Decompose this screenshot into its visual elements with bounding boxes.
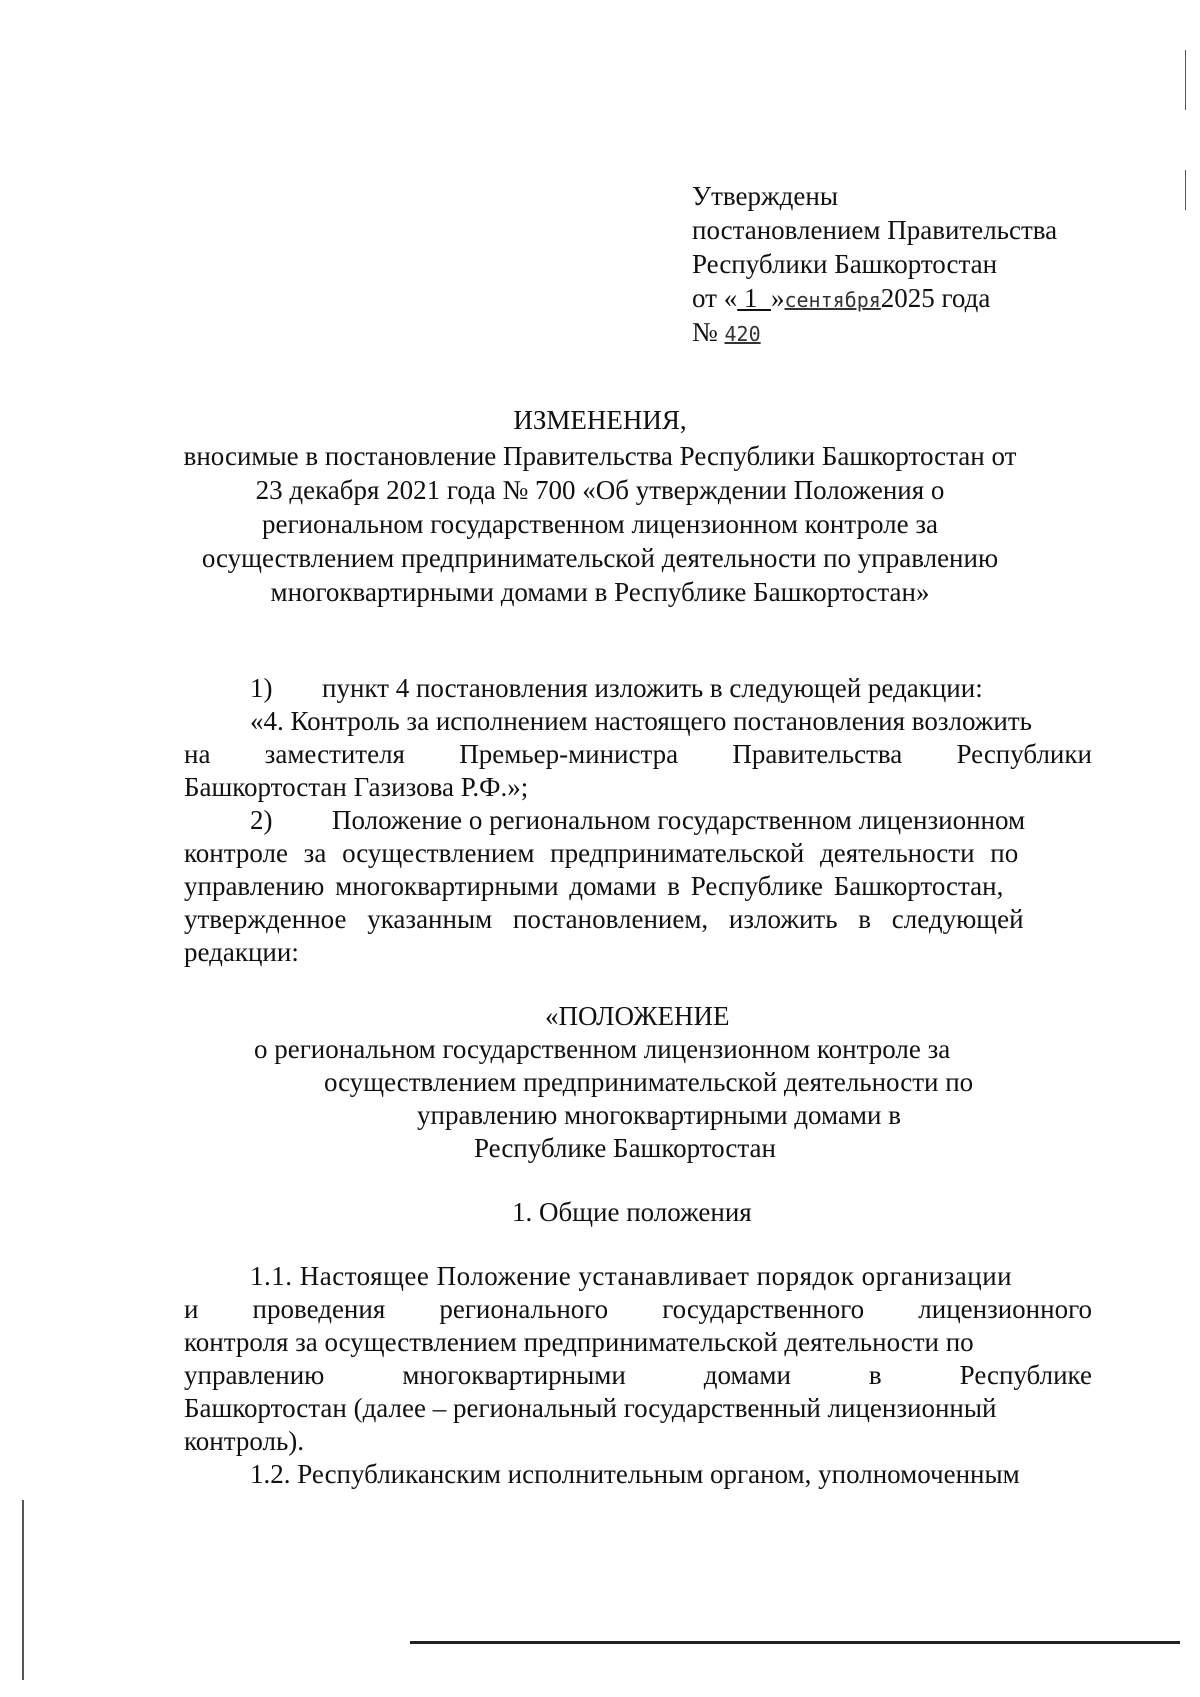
regulation-heading: «ПОЛОЖЕНИЕ [545,1001,730,1031]
item-2-number: 2) [250,805,273,835]
number-prefix: № [692,317,718,347]
approval-date-line [692,282,990,316]
decree-number: 420 [724,322,761,346]
approval-line-1: Утверждены [692,181,838,211]
approval-line-3: Республики Башкортостан [692,249,998,279]
paragraph-2-line-4: утвержденное указанным постановлением, изложить в следующей [184,904,1024,934]
regulation-title-line-4: Республике Башкортостан [474,1133,776,1163]
clause-1-1-line-4: управлению многоквартирными домами в Республике [184,1360,1092,1390]
date-day: 1 [743,283,758,313]
paragraph-1-line-2: на заместителя Премьер-министра Правительства Республики [184,739,1092,769]
clause-1-1-line-3: контроля за осуществлением предпринимательской деятельности по [184,1327,974,1357]
date-prefix: от « [692,283,738,313]
approval-number-line [692,316,761,350]
regulation-title-line-3: управлению многоквартирными домами в [417,1100,901,1130]
changes-heading: ИЗМЕНЕНИЯ, [513,405,687,435]
paragraph-1-line-1: «4. Контроль за исполнением настоящего постановления возложить [250,706,1032,736]
date-month: сентября [784,288,881,312]
date-year: 2025 года [880,283,991,313]
title-line-2: 23 декабря 2021 года № 700 «Об утверждении Положения о [255,475,945,505]
scan-edge-right-mid [1185,170,1186,210]
approval-line-2: постановлением Правительства [692,215,1058,245]
regulation-title-line-2: осуществлением предпринимательской деятельности по [324,1067,974,1097]
scan-edge-left-bottom [22,1500,24,1680]
clause-1-1-line-6: контроль). [184,1426,304,1456]
section-heading: 1. Общие положения [512,1197,752,1227]
clause-1-1-line-5: Башкортостан (далее – региональный государственный лицензионный [184,1393,997,1423]
paragraph-2-line-5: редакции: [184,937,299,967]
scan-edge-bottom [410,1641,1180,1644]
title-line-5: многоквартирными домами в Республике Башкортостан» [270,577,930,607]
paragraph-2-line-2: контроле за осуществлением предпринимательской деятельности по [184,838,1019,868]
item-1-text: пункт 4 постановления изложить в следующей редакции: [322,673,983,703]
scan-edge-right-top [1185,50,1186,110]
clause-1-2-line-1: 1.2. Республиканским исполнительным органом, уполномоченным [250,1459,1020,1489]
clause-1-1-line-1: 1.1. Настоящее Положение устанавливает порядок организации [250,1261,1013,1291]
item-1-number: 1) [250,673,273,703]
item-2-text: Положение о региональном государственном лицензионном [332,805,1026,835]
paragraph-2-line-3: управлению многоквартирными домами в Республике Башкортостан, [184,871,1004,901]
regulation-title-line-1: о региональном государственном лицензионном контроле за [254,1034,951,1064]
paragraph-1-line-3: Башкортостан Газизова Р.Ф.»; [184,772,529,802]
title-line-1: вносимые в постановление Правительства Республики Башкортостан от [183,441,1017,471]
clause-1-1-line-2: и проведения регионального государственного лицензионного [184,1294,1092,1324]
title-line-4: осуществлением предпринимательской деятельности по управлению [201,543,999,573]
date-close: » [770,283,785,313]
title-line-3: региональном государственном лицензионном контроле за [261,509,938,539]
